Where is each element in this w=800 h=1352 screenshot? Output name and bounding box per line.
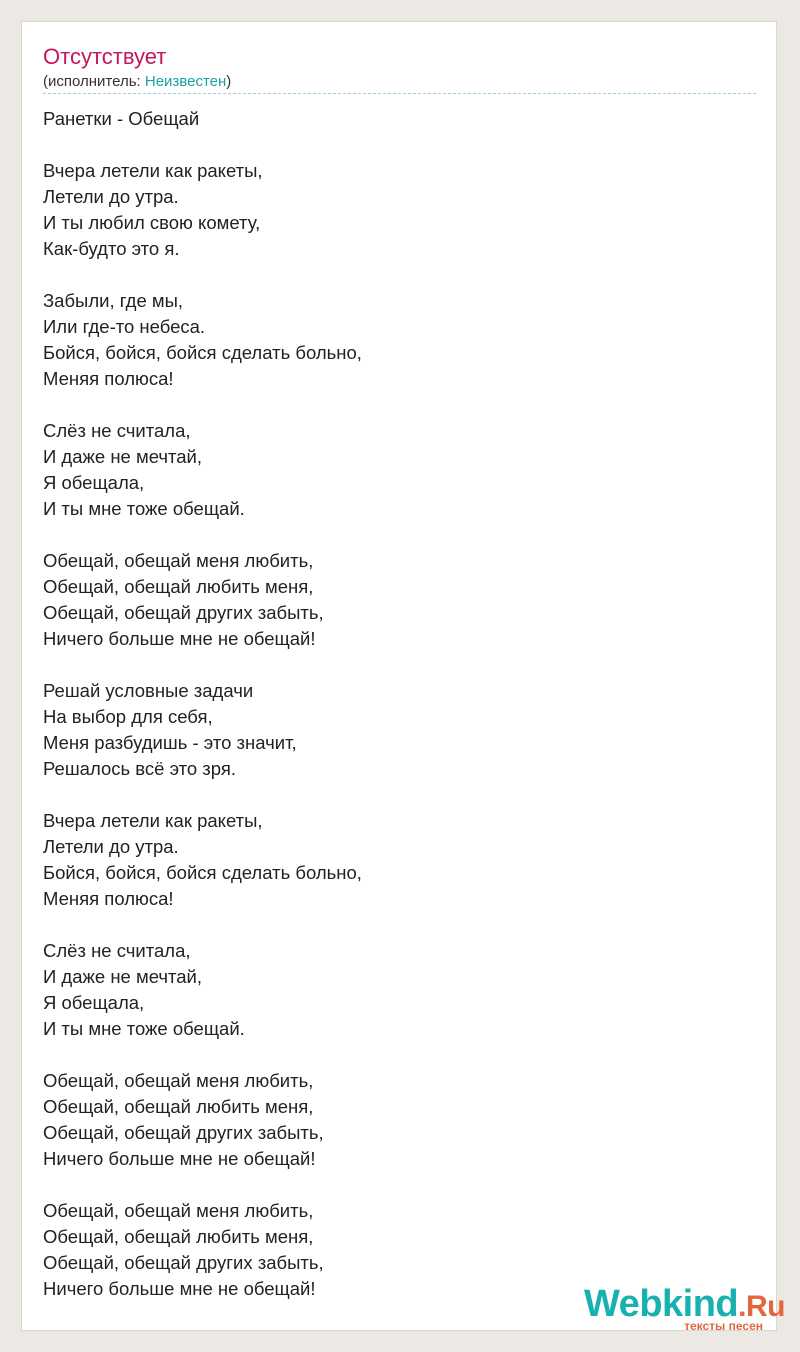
lyric-line: Обещай, обещай любить меня,: [43, 1096, 314, 1117]
lyric-line: Как-будто это я.: [43, 238, 180, 259]
lyric-line: Летели до утра.: [43, 186, 179, 207]
webkind-logo[interactable]: [584, 1282, 785, 1333]
lyric-line: На выбор для себя,: [43, 706, 213, 727]
stanza: [43, 548, 362, 652]
lyric-line: Меня разбудишь - это значит,: [43, 732, 297, 753]
artist-link[interactable]: Неизвестен: [144, 73, 227, 90]
lyric-line: Меняя полюса!: [43, 368, 174, 389]
lyric-line: Забыли, где мы,: [43, 290, 184, 311]
song-heading: Ранетки - Обещай: [43, 108, 200, 129]
logo-tld: .Ru: [738, 1290, 785, 1323]
lyric-line: Или где-то небеса.: [43, 316, 206, 337]
lyric-line: И ты мне тоже обещай.: [43, 498, 245, 519]
song-heading-block: [43, 106, 362, 132]
stanza-list: [43, 158, 362, 1302]
lyric-line: И даже не мечтай,: [43, 966, 203, 987]
lyric-line: Обещай, обещай других забыть,: [43, 602, 324, 623]
lyric-line: Летели до утра.: [43, 836, 179, 857]
artist-line: [43, 73, 231, 91]
lyric-line: Слёз не считала,: [43, 420, 191, 441]
logo-name: Webkind: [584, 1283, 739, 1325]
lyric-line: И ты мне тоже обещай.: [43, 1018, 245, 1039]
lyric-line: Обещай, обещай меня любить,: [43, 1070, 314, 1091]
stanza: [43, 808, 362, 912]
lyric-line: Обещай, обещай меня любить,: [43, 1200, 314, 1221]
lyric-line: Бойся, бойся, бойся сделать больно,: [43, 862, 362, 883]
stanza: [43, 288, 362, 392]
lyrics-body: [43, 106, 362, 1328]
lyrics-card: [21, 21, 785, 1333]
stanza: [43, 678, 362, 782]
lyric-line: Решалось всё это зря.: [43, 758, 237, 779]
artist-suffix: ): [226, 73, 232, 90]
lyric-line: Я обещала,: [43, 992, 145, 1013]
stanza: [43, 1068, 362, 1172]
lyric-line: Решай условные задачи: [43, 680, 254, 701]
lyric-line: Ничего больше мне не обещай!: [43, 628, 316, 649]
lyric-line: Вчера летели как ракеты,: [43, 160, 263, 181]
lyric-line: Ничего больше мне не обещай!: [43, 1278, 316, 1299]
lyric-line: Обещай, обещай других забыть,: [43, 1252, 324, 1273]
lyric-line: Обещай, обещай любить меня,: [43, 576, 314, 597]
stanza: [43, 158, 362, 262]
lyric-line: И даже не мечтай,: [43, 446, 203, 467]
page-title: Отсутствует: [43, 44, 167, 69]
dashed-divider: [43, 93, 756, 94]
lyric-line: Слёз не считала,: [43, 940, 191, 961]
lyric-line: Вчера летели как ракеты,: [43, 810, 263, 831]
lyric-line: Обещай, обещай любить меня,: [43, 1226, 314, 1247]
lyric-line: И ты любил свою комету,: [43, 212, 261, 233]
lyric-line: Обещай, обещай других забыть,: [43, 1122, 324, 1143]
lyric-line: Я обещала,: [43, 472, 145, 493]
lyric-line: Меняя полюса!: [43, 888, 174, 909]
stanza: [43, 938, 362, 1042]
stanza: [43, 418, 362, 522]
lyric-line: Обещай, обещай меня любить,: [43, 550, 314, 571]
artist-prefix: (исполнитель:: [43, 73, 145, 90]
lyric-line: Ничего больше мне не обещай!: [43, 1148, 316, 1169]
logo-tagline: тексты песен: [684, 1319, 763, 1333]
stanza: [43, 1198, 362, 1302]
lyric-line: Бойся, бойся, бойся сделать больно,: [43, 342, 362, 363]
